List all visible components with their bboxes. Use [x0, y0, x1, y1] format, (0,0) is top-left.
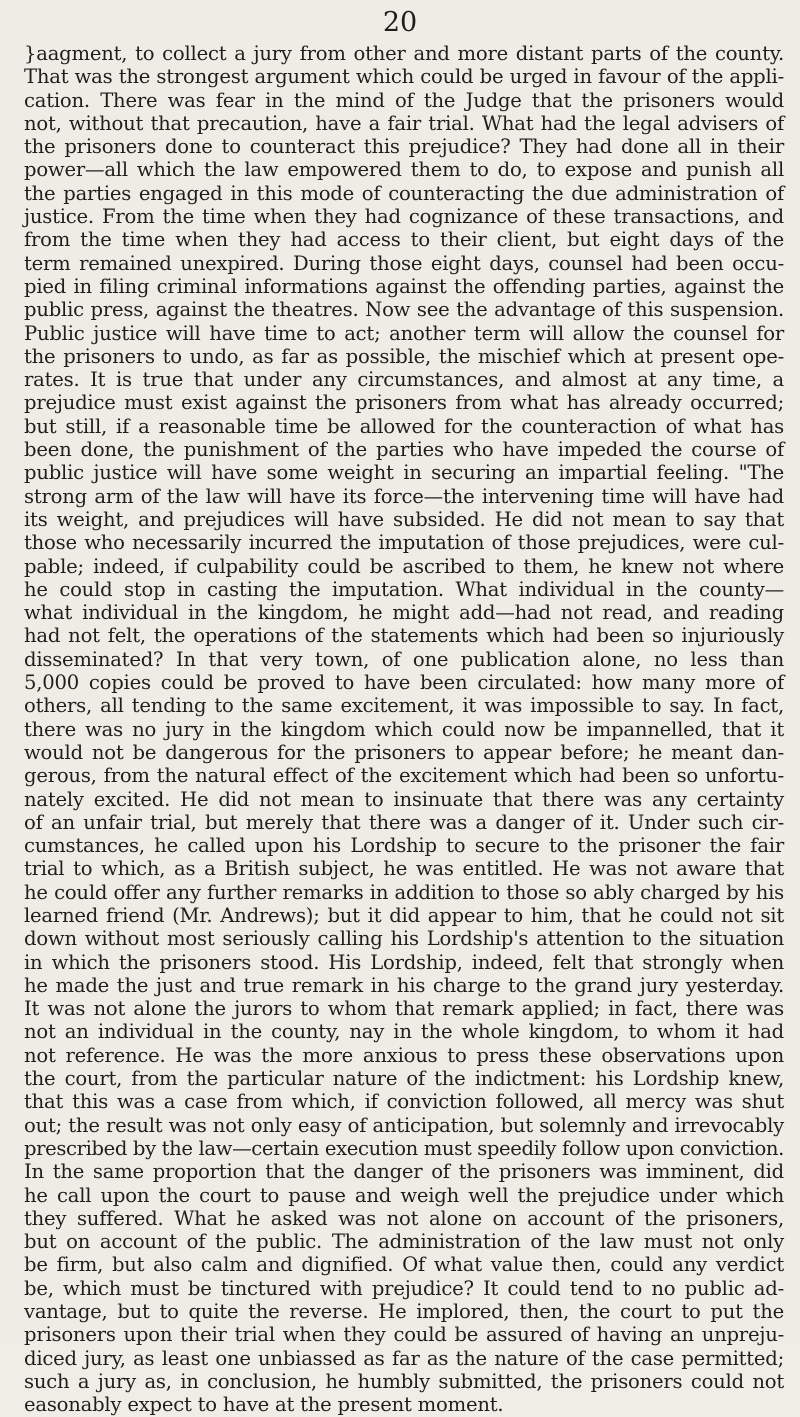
text-line: not an individual in the county, nay in the whole kingdom, to whom it had [24, 1020, 784, 1044]
text-line: such a jury as, in conclusion, he humbly submitted, the prisoners could not [24, 1369, 784, 1393]
text-line: they suffered. What he asked was not alone on account of the prisoners, [24, 1206, 784, 1230]
text-line: diced jury, as least one unbiassed as far as the nature of the case permitted; [24, 1346, 784, 1370]
text-line: Public justice will have time to act; another term will allow the counsel for [24, 321, 784, 345]
text-line: justice. From the time when they had cognizance of these transactions, and [24, 205, 784, 229]
text-line: 5,000 copies could be proved to have been circulated: how many more of [24, 671, 784, 695]
page-number: 20 [382, 7, 418, 38]
text-line: he call upon the court to pause and weigh well the prejudice under which [24, 1183, 784, 1207]
text-line: power—all which the law empowered them to do, to expose and punish all [24, 158, 784, 182]
text-line: what individual in the kingdom, he might add—had not read, and reading [24, 601, 784, 625]
text-line: but on account of the public. The administration of the law must not only [24, 1230, 784, 1254]
text-line: down without most seriously calling his Lordship's attention to the situation [24, 927, 784, 951]
text-line: from the time when they had access to their client, but eight days of the [24, 228, 784, 252]
text-line: that this was a case from which, if conviction followed, all mercy was shut [24, 1090, 784, 1114]
text-line: there was no jury in the kingdom which could now be impannelled, that it [24, 717, 784, 741]
text-line: pable; indeed, if culpability could be ascribed to them, he knew not where [24, 554, 784, 578]
text-line: he made the just and true remark in his charge to the grand jury yesterday. [24, 973, 784, 997]
body-text [24, 42, 784, 1417]
text-line: its weight, and prejudices will have subsided. He did not mean to say that [24, 507, 784, 531]
text-line: in which the prisoners stood. His Lordship, indeed, felt that strongly when [24, 950, 784, 974]
text-line: had not felt, the operations of the statements which had been so injuriously [24, 624, 784, 648]
text-line: public justice will have some weight in securing an impartial feeling. "The [24, 461, 784, 485]
text-line: others, all tending to the same excitement, it was impossible to say. In fact, [24, 694, 784, 718]
text-line: prejudice must exist against the prisoners from what has already occurred; [24, 391, 784, 415]
text-line: but still, if a reasonable time be allowed for the counteraction of what has [24, 414, 784, 438]
text-line: learned friend (Mr. Andrews); but it did appear to him, that he could not sit [24, 903, 784, 927]
text-line: been done, the punishment of the parties who have impeded the course of [24, 438, 784, 462]
text-line: the parties engaged in this mode of counteracting the due administration of [24, 181, 784, 205]
text-line: strong arm of the law will have its force—the intervening time will have had [24, 484, 784, 508]
text-line: gerous, from the natural effect of the excitement which had been so unfortu- [24, 764, 784, 788]
text-line: of an unfair trial, but merely that there was a danger of it. Under such cir- [24, 810, 784, 834]
text-line: cation. There was fear in the mind of the Judge that the prisoners would [24, 88, 784, 112]
text-line: be firm, but also calm and dignified. Of what value then, could any verdict [24, 1253, 784, 1277]
text-line: the prisoners to undo, as far as possible, the mischief which at present ope- [24, 344, 784, 368]
text-line: not reference. He was the more anxious to press these observations upon [24, 1043, 784, 1067]
text-line: vantage, but to quite the reverse. He implored, then, the court to put the [24, 1300, 784, 1324]
text-line: those who necessarily incurred the imputation of those prejudices, were cul- [24, 531, 784, 555]
text-line: term remained unexpired. During those eight days, counsel had been occu- [24, 251, 784, 275]
text-line: That was the strongest argument which could be urged in favour of the appli- [24, 65, 784, 89]
text-line: cumstances, he called upon his Lordship to secure to the prisoner the fair [24, 834, 784, 858]
text-line: nately excited. He did not mean to insinuate that there was any certainty [24, 787, 784, 811]
text-line: he could offer any further remarks in addition to those so ably charged by his [24, 880, 784, 904]
text-line: trial to which, as a British subject, he was entitled. He was not aware that [24, 857, 784, 881]
text-line: In the same proportion that the danger of the prisoners was imminent, did [24, 1160, 784, 1184]
text-line: prescribed by the law—certain execution must speedily follow upon conviction. [24, 1136, 784, 1160]
text-line: pied in filing criminal informations against the offending parties, against the [24, 274, 784, 298]
text-line: }aagment, to collect a jury from other and more distant parts of the county. [24, 42, 784, 65]
text-line: out; the result was not only easy of anticipation, but solemnly and irrevocably [24, 1113, 784, 1137]
text-line: the court, from the particular nature of the indictment: his Lordship knew, [24, 1067, 784, 1091]
text-line: prisoners upon their trial when they could be assured of having an unpreju- [24, 1323, 784, 1347]
text-line: disseminated? In that very town, of one publication alone, no less than [24, 647, 784, 671]
text-line: public press, against the theatres. Now see the advantage of this suspension. [24, 298, 784, 322]
text-line: be, which must be tinctured with prejudice? It could tend to no public ad- [24, 1276, 784, 1300]
text-line: easonably expect to have at the present moment. [24, 1393, 504, 1417]
text-line: It was not alone the jurors to whom that remark applied; in fact, there was [24, 997, 784, 1021]
text-line: would not be dangerous for the prisoners to appear before; he meant dan- [24, 740, 784, 764]
text-line: not, without that precaution, have a fair trial. What had the legal advisers of [24, 111, 784, 135]
text-line: he could stop in casting the imputation. What individual in the county— [24, 577, 784, 601]
text-line: the prisoners done to counteract this prejudice? They had done all in their [24, 135, 784, 159]
text-line: rates. It is true that under any circumstances, and almost at any time, a [24, 368, 784, 392]
